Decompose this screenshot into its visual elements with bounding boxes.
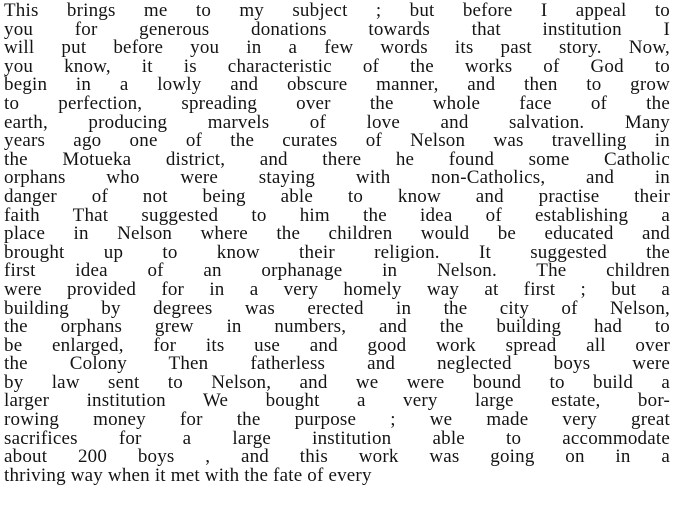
text-line: the Motueka district, and there he found some Catholic — [4, 150, 670, 170]
text-line: you for generous donations towards that institution I — [4, 20, 670, 40]
text-line: the orphans grew in numbers, and the building had to — [4, 318, 670, 337]
text-line: place in Nelson where the children would be educated and — [4, 225, 670, 244]
text-line: earth, producing marvels of love and salvation. Many — [4, 113, 670, 133]
text-line: will put before you in a few words its past story. Now, — [4, 39, 670, 58]
text-line: first idea of an orphanage in Nelson. The children — [4, 262, 670, 281]
text-line: by law sent to Nelson, and we were bound to build a — [4, 373, 670, 393]
text-line: thriving way when it met with the fate of every — [4, 466, 372, 486]
text-line: to perfection, spreading over the whole face of the — [4, 94, 670, 114]
text-line: about 200 boys , and this work was going on in a — [4, 448, 670, 467]
text-line: danger of not being able to know and practise their — [4, 187, 670, 207]
text-line: be enlarged, for its use and good work spread all over — [4, 336, 670, 356]
text-line: rowing money for the purpose ; we made very great — [4, 411, 670, 430]
text-line: the Colony Then fatherless and neglected boys were — [4, 355, 670, 374]
text-line: begin in a lowly and obscure manner, and then to grow — [4, 76, 670, 95]
article-text-column — [4, 2, 670, 485]
text-line: years ago one of the curates of Nelson was travelling in — [4, 132, 670, 151]
text-line: orphans who were staying with non-Catholics, and in — [4, 169, 670, 188]
text-line: brought up to know their religion. It suggested the — [4, 243, 670, 263]
text-line: were provided for in a very homely way at first ; but a — [4, 280, 670, 300]
text-line: building by degrees was erected in the city of Nelson, — [4, 299, 670, 319]
text-line: you know, it is characteristic of the works of God to — [4, 57, 670, 77]
text-line: larger institution We bought a very large estate, bor- — [4, 392, 670, 412]
text-line: This brings me to my subject ; but before I appeal to — [4, 2, 670, 21]
text-line: sacrifices for a large institution able to accommodate — [4, 429, 670, 449]
text-line: faith That suggested to him the idea of establishing a — [4, 206, 670, 226]
